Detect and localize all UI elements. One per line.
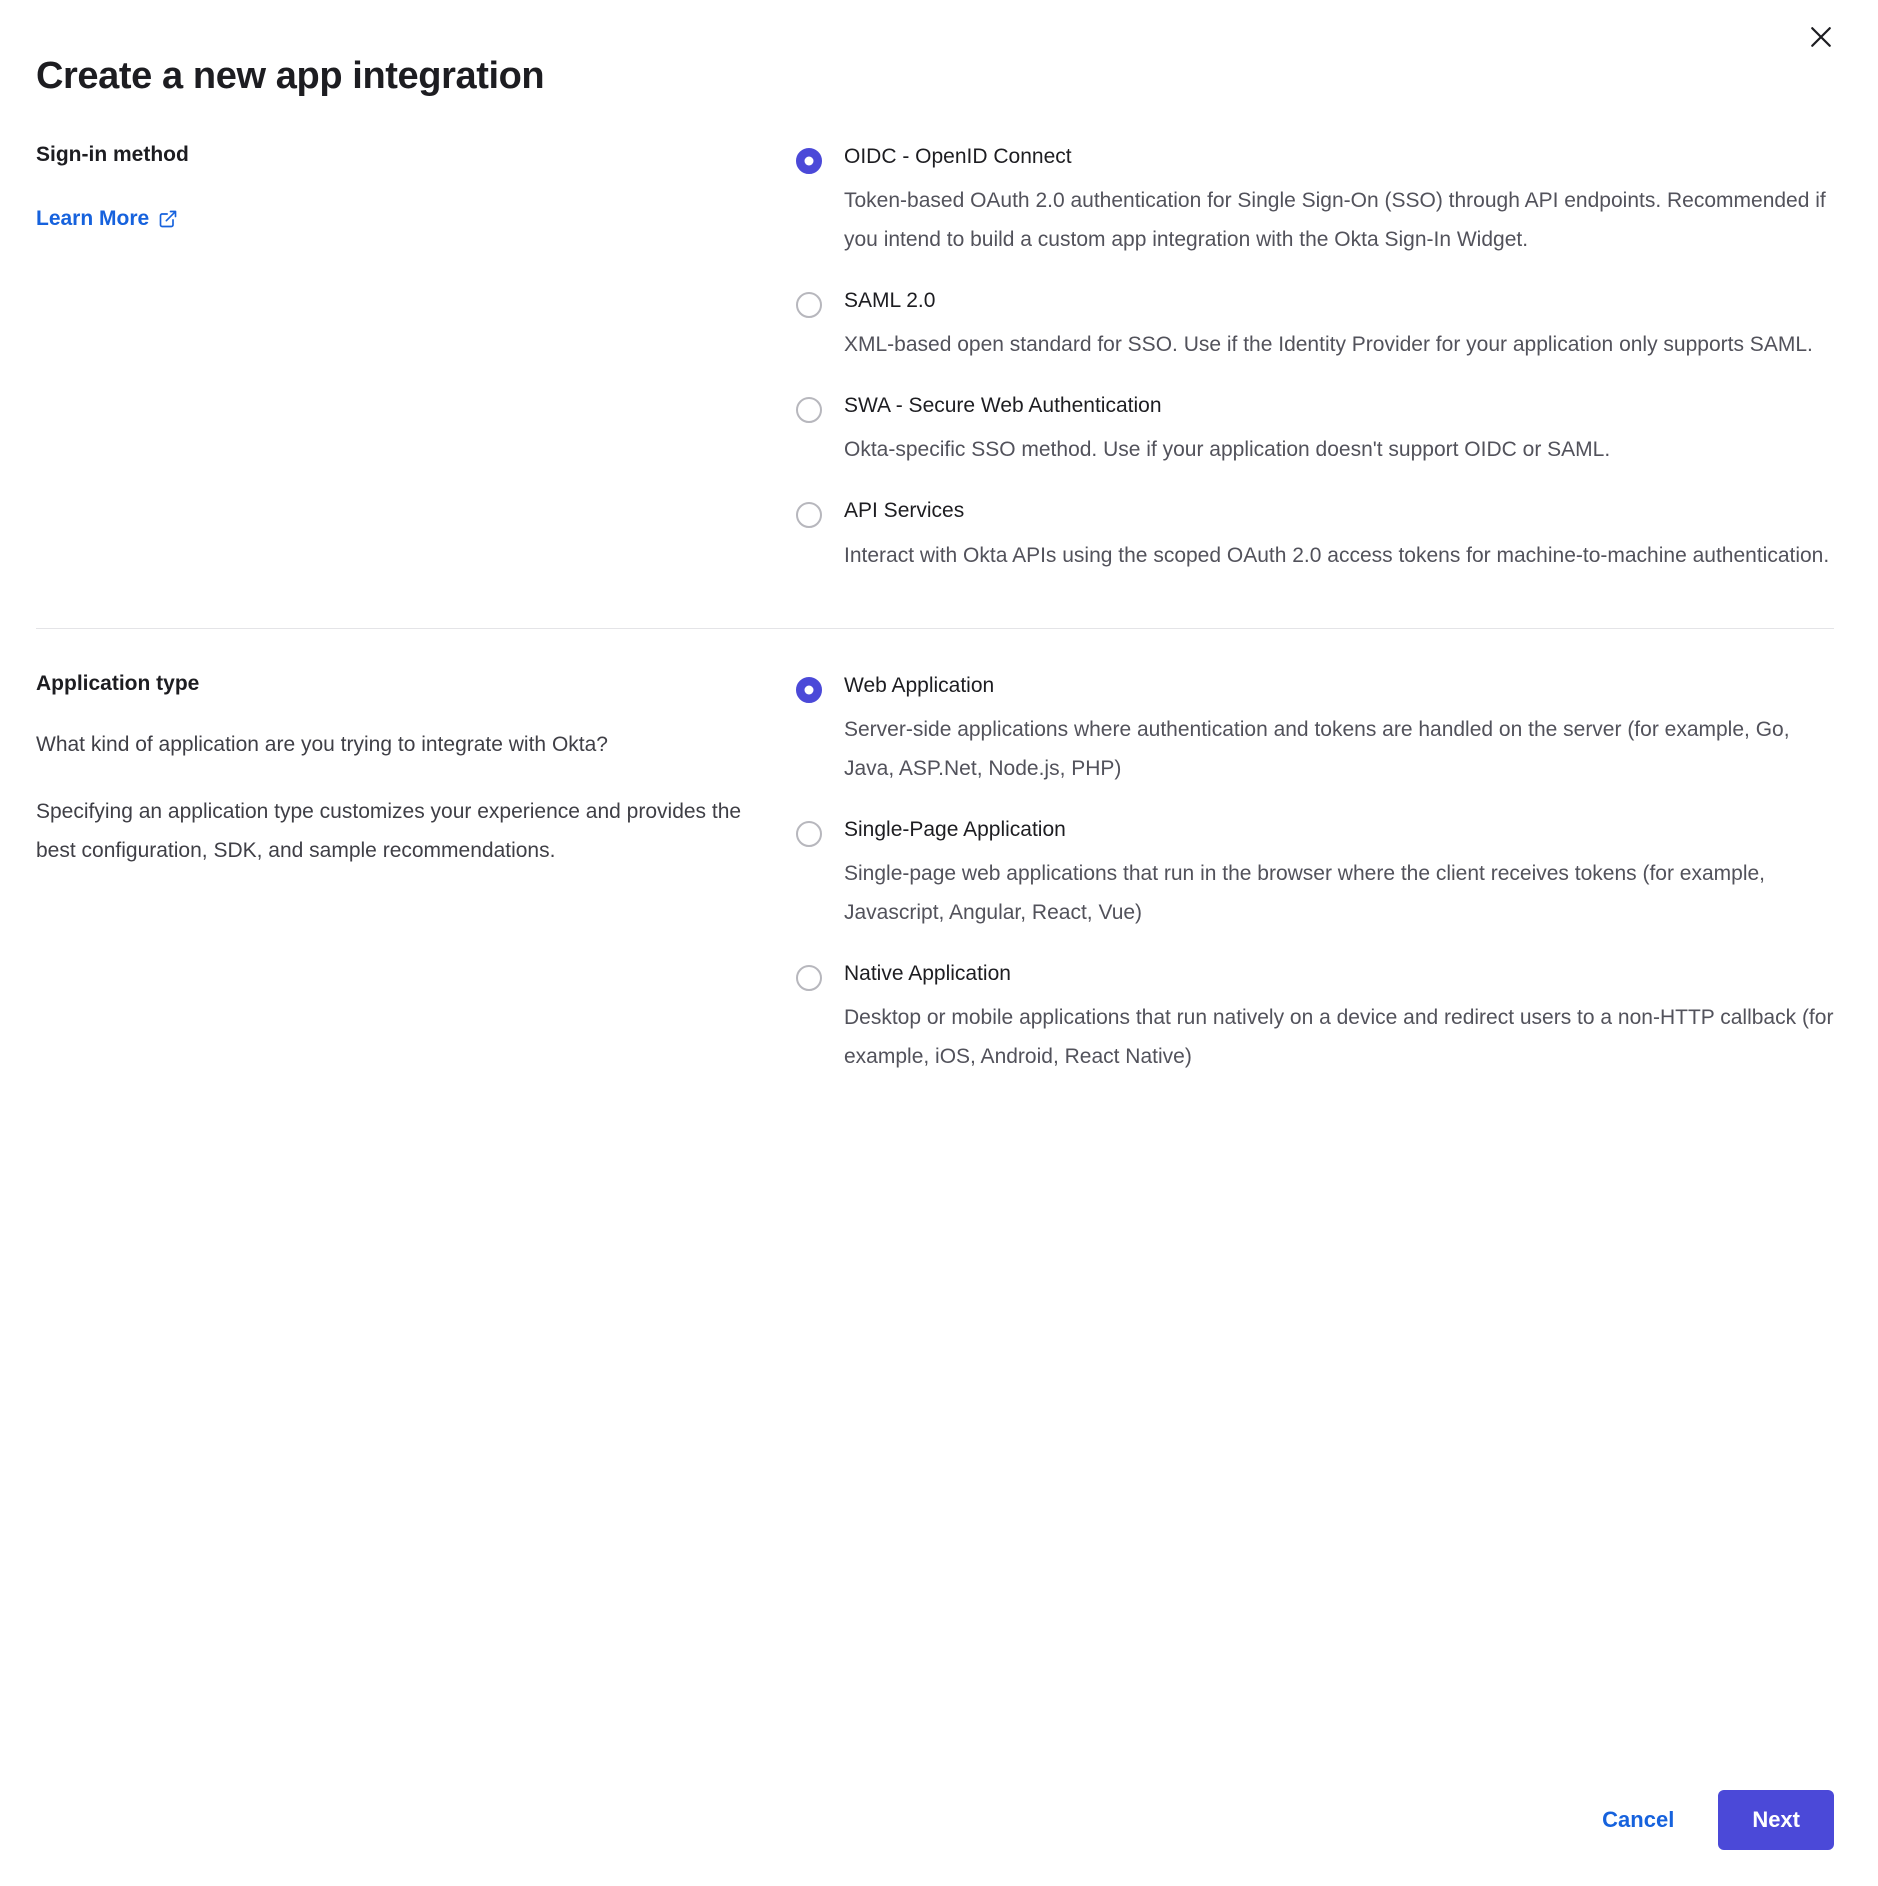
cancel-button[interactable]: Cancel <box>1588 1795 1688 1845</box>
application-type-options <box>796 669 1834 1077</box>
app-type-option-spa[interactable] <box>796 815 1834 933</box>
sign-in-method-radio-group <box>796 142 1834 576</box>
sign-in-option-label: SAML 2.0 <box>844 288 936 312</box>
application-type-paragraph-1: What kind of application are you trying to integrate with Okta? <box>36 732 608 756</box>
external-link-icon <box>158 209 178 229</box>
sign-in-method-heading: Sign-in method <box>36 142 189 166</box>
application-type-heading: Application type <box>36 671 200 695</box>
sign-in-option-description: Interact with Okta APIs using the scoped OAuth 2.0 access tokens for machine-to-machine authentication. <box>844 543 1830 567</box>
sign-in-method-options <box>796 140 1834 576</box>
radio-oidc[interactable] <box>796 148 822 174</box>
close-icon[interactable] <box>1798 14 1844 60</box>
app-type-option-native[interactable] <box>796 959 1834 1077</box>
application-type-left-column <box>36 669 796 871</box>
application-type-radio-group <box>796 671 1834 1077</box>
sign-in-option-swa[interactable] <box>796 391 1834 470</box>
app-type-option-description: Server-side applications where authentication and tokens are handled on the server (for example, Go, Java, ASP.Net, Node.js, PHP) <box>844 718 1790 780</box>
application-type-section <box>36 629 1834 1077</box>
sign-in-option-label: SWA - Secure Web Authentication <box>844 394 1162 417</box>
radio-swa[interactable] <box>796 397 822 423</box>
sign-in-option-description: Okta-specific SSO method. Use if your application doesn't support OIDC or SAML. <box>844 438 1611 462</box>
app-type-option-label: Web Application <box>844 673 995 697</box>
next-button[interactable]: Next <box>1718 1790 1834 1850</box>
app-type-option-label: Native Application <box>844 961 1011 985</box>
sign-in-option-api-services[interactable] <box>796 496 1834 575</box>
radio-single-page-application[interactable] <box>796 821 822 847</box>
sign-in-method-left-column <box>36 140 796 231</box>
app-type-option-description: Desktop or mobile applications that run natively on a device and redirect users to a non-HTTP callback (for example, iOS, Android, React Native) <box>844 1006 1834 1069</box>
radio-api-services[interactable] <box>796 502 822 528</box>
sign-in-option-saml[interactable] <box>796 286 1834 365</box>
application-type-paragraph-2: Specifying an application type customizes your experience and provides the best configuration, SDK, and sample recommendations. <box>36 799 742 862</box>
sign-in-option-description: XML-based open standard for SSO. Use if the Identity Provider for your application only supports SAML. <box>844 333 1813 357</box>
sign-in-option-oidc[interactable] <box>796 142 1834 260</box>
sign-in-method-section <box>36 100 1834 576</box>
app-type-option-web[interactable] <box>796 671 1834 789</box>
sign-in-option-label: API Services <box>844 499 965 523</box>
app-type-option-label: Single-Page Application <box>844 817 1066 841</box>
app-type-option-description: Single-page web applications that run in the browser where the client receives tokens (for example, Javascript, Angular, React, Vue) <box>844 862 1765 924</box>
page-title: Create a new app integration <box>36 55 545 97</box>
learn-more-label: Learn More <box>36 206 150 230</box>
radio-web-application[interactable] <box>796 677 822 703</box>
radio-native-application[interactable] <box>796 965 822 991</box>
learn-more-link[interactable] <box>36 207 178 231</box>
radio-saml[interactable] <box>796 292 822 318</box>
sign-in-option-description: Token-based OAuth 2.0 authentication for Single Sign-On (SSO) through API endpoints. Recommended if you intend to build a custom app integration with the Okta Sign-In Widget. <box>844 189 1826 251</box>
sign-in-option-label: OIDC - OpenID Connect <box>844 144 1072 168</box>
dialog-footer <box>36 1790 1834 1850</box>
